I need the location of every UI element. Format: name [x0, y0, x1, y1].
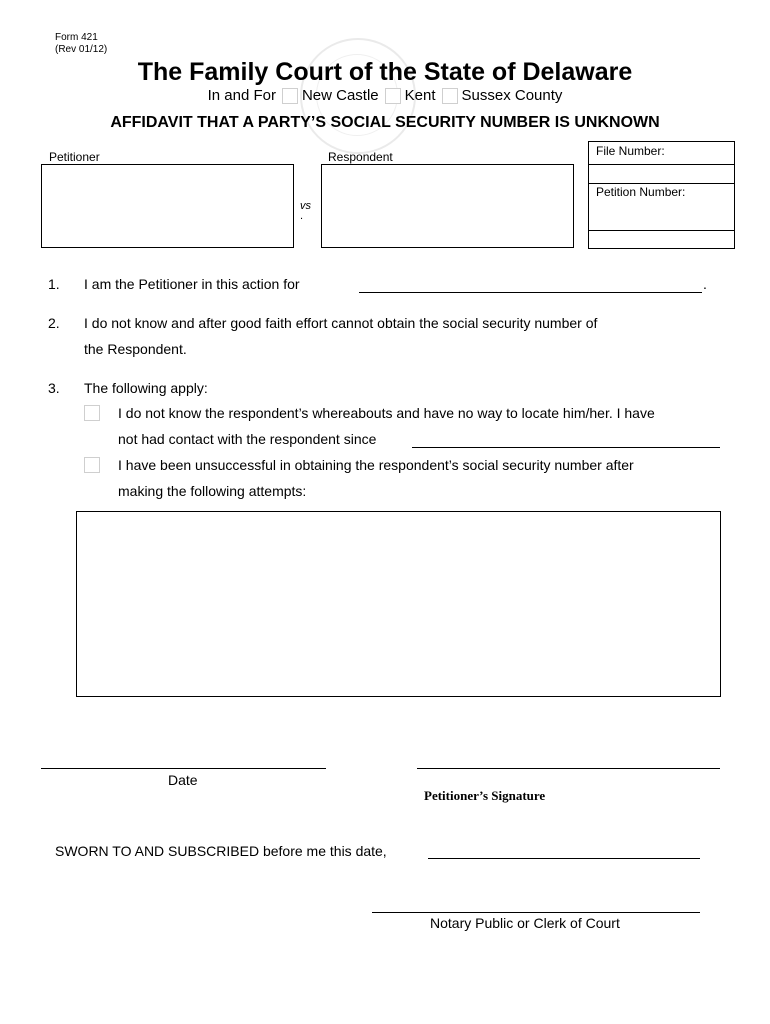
sussex-label: Sussex County	[461, 87, 563, 104]
item-1-period: .	[703, 276, 707, 292]
case-number-box	[588, 141, 735, 249]
county-selector	[0, 87, 770, 104]
option-1-line-1: I do not know the respondent’s whereabouts and have no way to locate him/her. I have	[118, 405, 655, 421]
option-1-line-2: not had contact with the respondent since	[118, 431, 377, 447]
notary-label: Notary Public or Clerk of Court	[430, 915, 620, 931]
petition-number-label: Petition Number:	[596, 185, 686, 199]
form-revision: (Rev 01/12)	[55, 44, 108, 55]
respondent-field[interactable]	[321, 164, 574, 248]
vs-dot: .	[300, 210, 304, 222]
petitioner-label: Petitioner	[49, 150, 100, 164]
item-1-number: 1.	[48, 276, 60, 292]
petition-number-input[interactable]	[589, 230, 734, 248]
sussex-checkbox[interactable]	[442, 88, 458, 104]
petitioner-signature-label: Petitioner’s Signature	[424, 788, 546, 803]
item-1-text: I am the Petitioner in this action for	[84, 276, 300, 292]
affidavit-title: AFFIDAVIT THAT A PARTY’S SOCIAL SECURITY NUMBER IS UNKNOWN	[110, 114, 660, 131]
action-for-input[interactable]	[359, 292, 702, 293]
form-number: Form 421	[55, 32, 98, 43]
vs-label: vs	[300, 200, 311, 212]
date-input[interactable]	[41, 768, 326, 769]
court-title: The Family Court of the State of Delaware	[137, 58, 633, 86]
item-2-line-1: I do not know and after good faith effort cannot obtain the social security number of	[84, 315, 598, 331]
attempts-textarea[interactable]	[76, 511, 721, 697]
last-contact-date-input[interactable]	[412, 447, 720, 448]
sworn-date-input[interactable]	[428, 858, 700, 859]
notary-signature-input[interactable]	[372, 912, 700, 913]
new-castle-label: New Castle	[301, 87, 379, 104]
kent-checkbox[interactable]	[385, 88, 401, 104]
in-and-for-label: In and For	[207, 87, 276, 104]
whereabouts-unknown-checkbox[interactable]	[84, 405, 100, 421]
option-2-line-2: making the following attempts:	[118, 483, 307, 499]
item-2-line-2: the Respondent.	[84, 341, 187, 357]
unsuccessful-attempts-checkbox[interactable]	[84, 457, 100, 473]
new-castle-checkbox[interactable]	[282, 88, 298, 104]
item-3-number: 3.	[48, 380, 60, 396]
item-2-number: 2.	[48, 315, 60, 331]
file-number-label: File Number:	[596, 144, 665, 158]
item-3-text: The following apply:	[84, 380, 208, 396]
sworn-text: SWORN TO AND SUBSCRIBED before me this date,	[55, 843, 387, 859]
kent-label: Kent	[404, 87, 436, 104]
petitioner-signature-input[interactable]	[417, 768, 720, 769]
respondent-label: Respondent	[328, 150, 393, 164]
option-2-line-1: I have been unsuccessful in obtaining the respondent’s social security number after	[118, 457, 634, 473]
form-id	[55, 32, 107, 56]
file-number-input[interactable]	[589, 164, 734, 184]
petitioner-field[interactable]	[41, 164, 294, 248]
date-label: Date	[168, 772, 198, 788]
